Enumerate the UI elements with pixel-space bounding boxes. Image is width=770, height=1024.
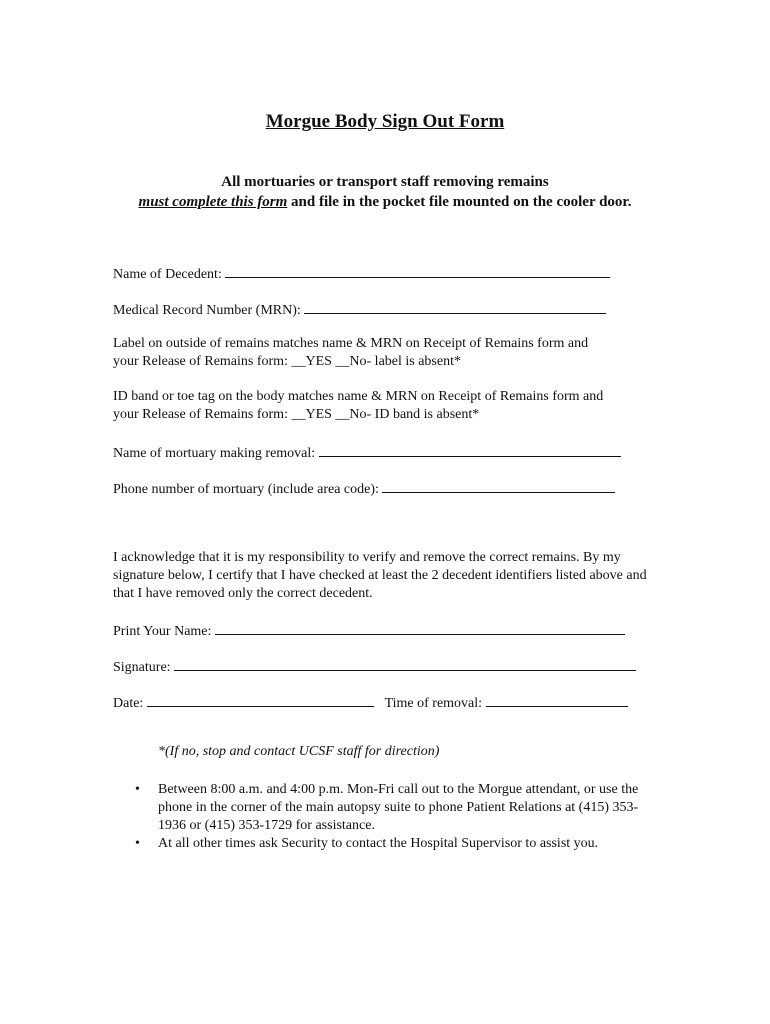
instructions-list (113, 781, 663, 853)
mortuary-field (113, 442, 621, 463)
signature-label: Signature: (113, 660, 171, 675)
signature-field (113, 656, 636, 677)
mortuary-name-input[interactable] (319, 442, 621, 457)
mrn-input[interactable] (304, 299, 606, 314)
bullet-text: At all other times ask Security to contact the Hospital Supervisor to assist you. (158, 836, 599, 851)
label-match-line2: your Release of Remains form: __YES __No- label is absent* (113, 354, 461, 369)
idband-match-line2: your Release of Remains form: __YES __No- ID band is absent* (113, 407, 480, 422)
subtitle-line2 (0, 192, 770, 212)
date-label: Date: (113, 696, 144, 711)
phone-field (113, 478, 615, 499)
bullet-icon: • (135, 836, 140, 851)
phone-input[interactable] (382, 478, 615, 493)
idband-match-line1: ID band or toe tag on the body matches name & MRN on Receipt of Remains form and (113, 389, 604, 404)
print-name-label: Print Your Name: (113, 624, 212, 639)
mortuary-label: Name of mortuary making removal: (113, 446, 316, 461)
date-input[interactable] (147, 692, 374, 707)
mrn-field (113, 299, 606, 320)
mrn-label: Medical Record Number (MRN): (113, 303, 301, 318)
decedent-field (113, 263, 610, 284)
time-label: Time of removal: (384, 696, 483, 711)
print-name-field (113, 620, 625, 641)
label-match-check (113, 335, 653, 371)
list-item (113, 781, 663, 835)
subtitle-emphasis: must complete this form (138, 194, 288, 210)
date-time-field (113, 692, 628, 713)
idband-match-check (113, 388, 653, 424)
list-item (113, 835, 663, 853)
contact-note: *(If no, stop and contact UCSF staff for direction) (158, 744, 440, 759)
bullet-text: Between 8:00 a.m. and 4:00 p.m. Mon-Fri call out to the Morgue attendant, or use the phone in the corner of the main autopsy suite to phone Patient Relations at (415) 353-1936 or (415) 353-1729 for assistance. (158, 782, 639, 833)
bullet-icon: • (135, 782, 140, 797)
subtitle-rest: and file in the pocket file mounted on the cooler door. (287, 194, 632, 210)
form-title: Morgue Body Sign Out Form (265, 111, 505, 132)
decedent-name-input[interactable] (225, 263, 610, 278)
decedent-label: Name of Decedent: (113, 267, 222, 282)
form-subtitle (0, 172, 770, 212)
phone-label: Phone number of mortuary (include area code): (113, 482, 379, 497)
signature-input[interactable] (174, 656, 636, 671)
subtitle-line1: All mortuaries or transport staff removing remains (221, 174, 549, 190)
print-name-input[interactable] (215, 620, 625, 635)
label-match-line1: Label on outside of remains matches name & MRN on Receipt of Remains form and (113, 336, 589, 351)
acknowledgment-text: I acknowledge that it is my responsibility to verify and remove the correct remains. By my signature below, I certify that I have checked at least the 2 decedent identifiers listed above and that I have removed only the correct decedent. (113, 550, 647, 601)
time-input[interactable] (486, 692, 628, 707)
